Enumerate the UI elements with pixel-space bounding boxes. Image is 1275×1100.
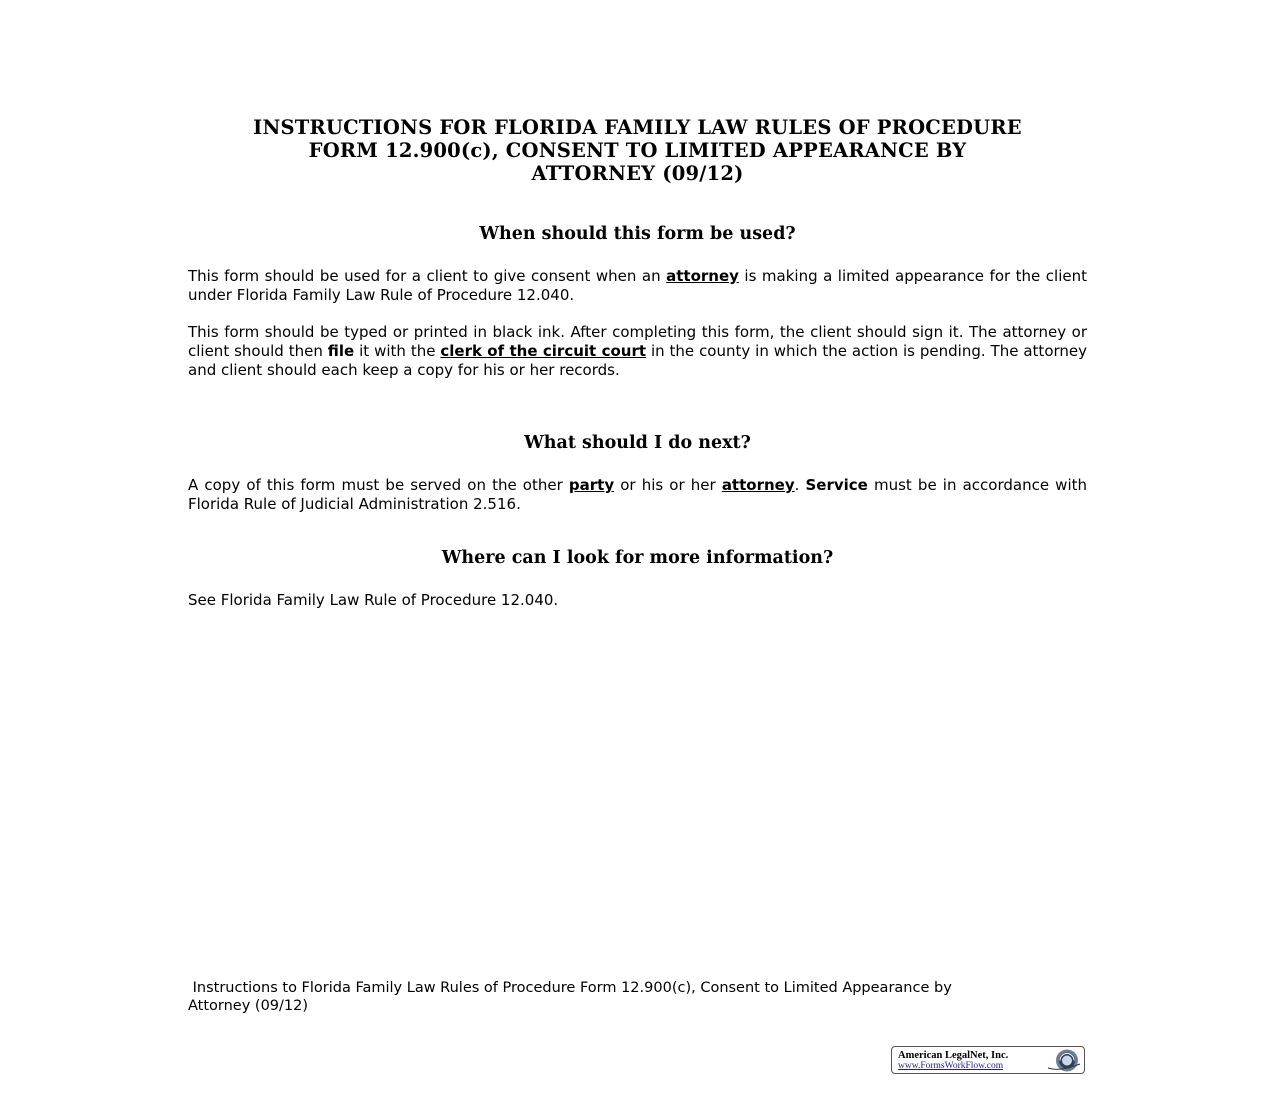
title-line-3: ATTORNEY (09/12) bbox=[531, 162, 744, 185]
section-heading-next: What should I do next? bbox=[524, 433, 751, 453]
paragraph-service bbox=[188, 476, 1087, 514]
paragraph-filing bbox=[188, 323, 1087, 380]
title-line-2: FORM 12.900(c), CONSENT TO LIMITED APPEARANCE BY bbox=[308, 139, 967, 162]
section-heading-more-info: Where can I look for more information? bbox=[441, 548, 834, 568]
globe-icon bbox=[1046, 1048, 1082, 1073]
glossary-link-attorney-2[interactable]: attorney bbox=[721, 476, 795, 494]
text: or his or her bbox=[614, 476, 722, 494]
page-footer bbox=[188, 980, 1087, 1015]
publisher-logo[interactable] bbox=[891, 1046, 1085, 1074]
text: must be in accordance with Florida Rule of Judicial Administration 2.516. bbox=[188, 476, 1087, 513]
text: in the county in which the action is pending. The attorney and client should each keep a copy for his or her records. bbox=[188, 342, 1088, 379]
term-file: file bbox=[327, 342, 355, 360]
footer-line-2: Attorney (09/12) bbox=[188, 997, 309, 1014]
term-service: Service bbox=[805, 476, 868, 494]
document-title bbox=[188, 116, 1087, 185]
text: is making a limited appearance for the client under Florida Family Law Rule of Procedure 12.040. bbox=[188, 267, 1087, 304]
text: This form should be used for a client to give consent when an bbox=[188, 267, 667, 285]
glossary-link-attorney[interactable]: attorney bbox=[666, 267, 739, 285]
text: A copy of this form must be served on the other bbox=[188, 476, 569, 494]
logo-company-name: American LegalNet, Inc. bbox=[898, 1050, 1009, 1061]
text: This form should be typed or printed in black ink. After completing this form, the client should sign it. The attorney or client should then bbox=[188, 323, 1087, 360]
paragraph-more-info: See Florida Family Law Rule of Procedure 12.040. bbox=[188, 591, 559, 609]
glossary-link-clerk[interactable]: clerk of the circuit court bbox=[440, 342, 647, 360]
footer-line-1: Instructions to Florida Family Law Rules of Procedure Form 12.900(c), Consent to Limited Appearance by bbox=[188, 980, 952, 996]
document-page bbox=[188, 0, 1087, 1100]
text: it with the bbox=[354, 342, 441, 360]
glossary-link-party[interactable]: party bbox=[568, 476, 615, 494]
section-heading-when: When should this form be used? bbox=[479, 224, 796, 244]
title-line-1: INSTRUCTIONS FOR FLORIDA FAMILY LAW RULES OF PROCEDURE bbox=[253, 116, 1022, 139]
logo-website-link[interactable]: www.FormsWorkFlow.com bbox=[898, 1061, 1004, 1071]
paragraph-consent bbox=[188, 267, 1087, 305]
text: . bbox=[794, 476, 806, 494]
